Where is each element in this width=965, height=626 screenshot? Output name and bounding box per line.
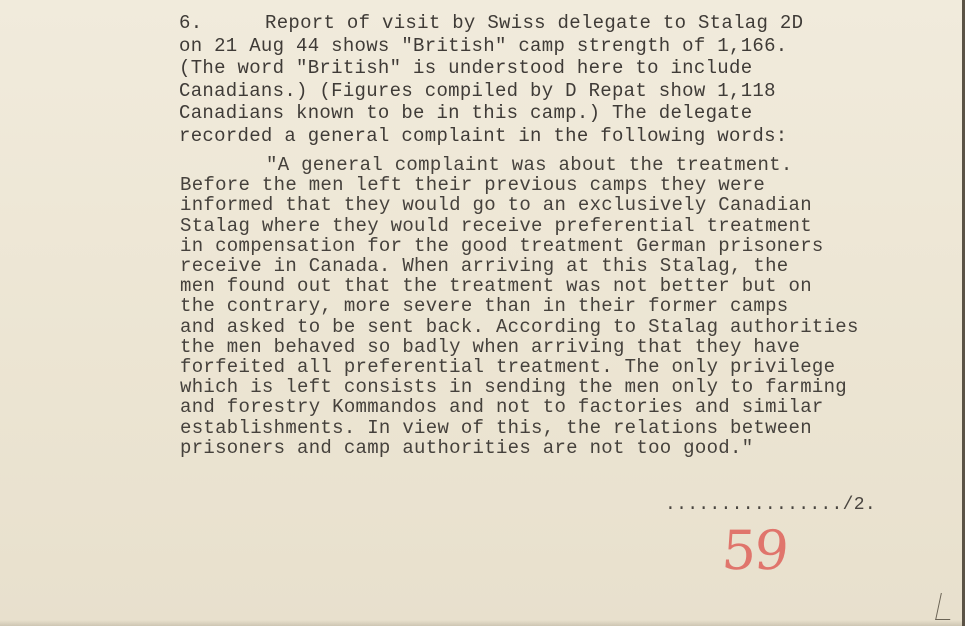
paragraph-line: Canadians known to be in this camp.) The delegate	[179, 102, 753, 125]
paragraph-line: Report of visit by Swiss delegate to Stalag 2D	[265, 12, 804, 34]
paragraph-line: on 21 Aug 44 shows "British" camp strength of 1,166.	[179, 34, 788, 57]
quote-line: in compensation for the good treatment German prisoners	[180, 234, 824, 257]
quote-line: the men behaved so badly when arriving that they have	[180, 335, 801, 358]
delegate-quote	[180, 155, 859, 458]
quote-line: Stalag where they would receive preferential treatment	[180, 214, 812, 237]
corner-pencil-mark	[935, 593, 956, 620]
quote-line: prisoners and camp authorities are not too good."	[180, 436, 754, 459]
paper-edge-bottom	[0, 620, 965, 626]
quote-line: men found out that the treatment was not better but on	[180, 275, 812, 298]
paragraph-number: 6.	[179, 12, 203, 34]
quote-line: which is left consists in sending the men only to farming	[180, 376, 848, 399]
paragraph-6	[179, 12, 803, 148]
paragraph-line: Canadians.) (Figures compiled by D Repat show 1,118	[179, 79, 776, 102]
quote-line: establishments. In view of this, the relations between	[180, 416, 812, 439]
quote-line: and asked to be sent back. According to Stalag authorities	[180, 315, 859, 338]
handwritten-folio-number: 59	[719, 519, 789, 582]
quote-line: forfeited all preferential treatment. The only privilege	[180, 356, 836, 379]
paragraph-line: (The word "British" is understood here to include	[179, 57, 753, 80]
paragraph-line: recorded a general complaint in the following words:	[179, 124, 788, 147]
quote-line: and forestry Kommandos and not to factories and similar	[180, 396, 824, 419]
page-continuation-marker: ................/2.	[665, 495, 876, 515]
quote-line: informed that they would go to an exclusively Canadian	[180, 194, 812, 217]
quote-line: "A general complaint was about the treatment.	[266, 154, 793, 176]
quote-line: Before the men left their previous camps they were	[180, 174, 766, 197]
quote-line: the contrary, more severe than in their former camps	[180, 295, 789, 318]
quote-line: receive in Canada. When arriving at this Stalag, the	[180, 255, 789, 278]
